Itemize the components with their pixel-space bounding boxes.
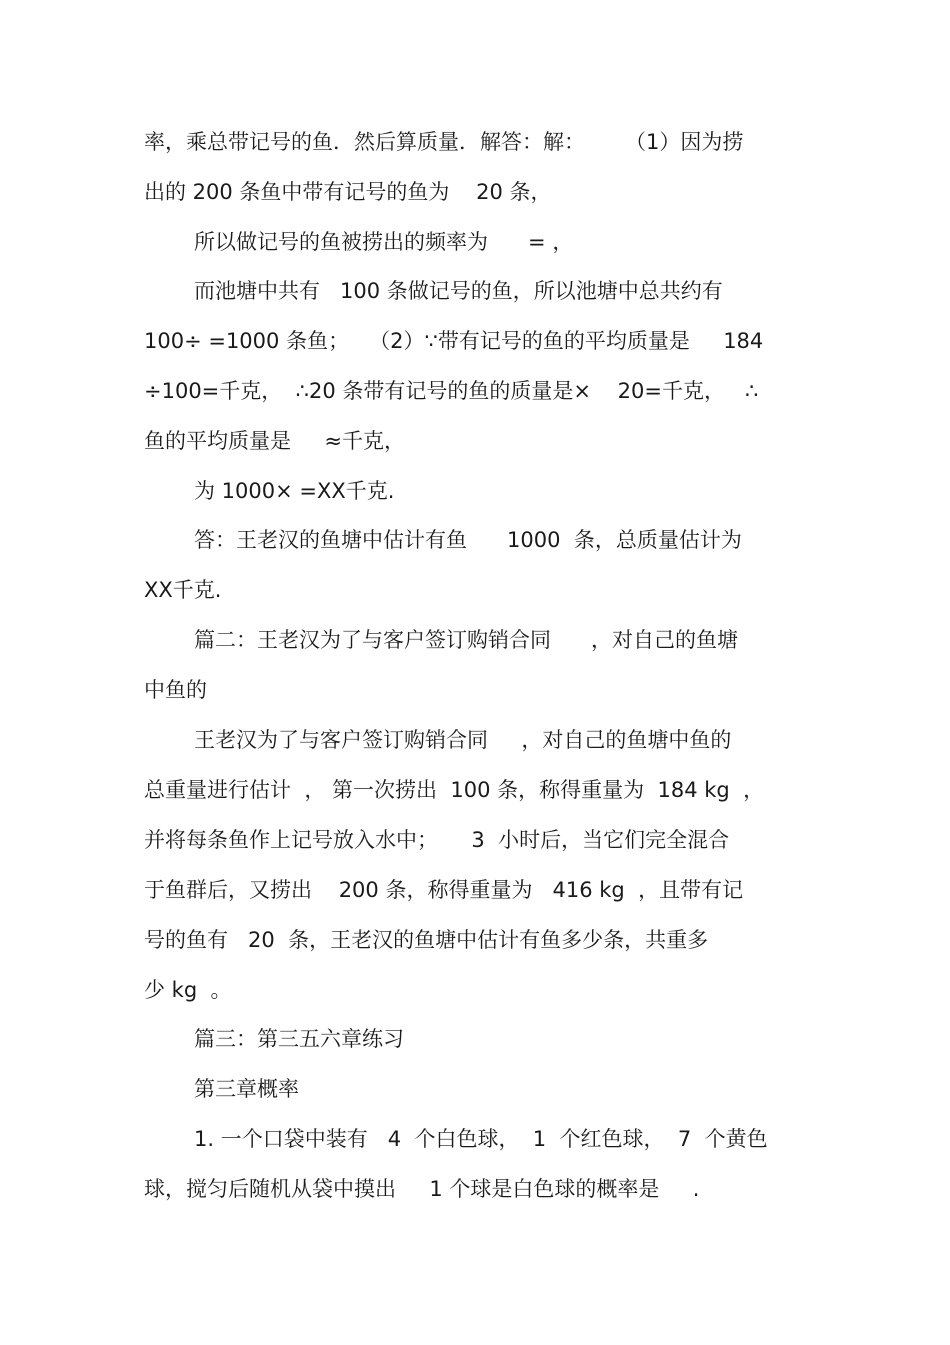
text-line: 中鱼的	[144, 678, 207, 702]
text-line: ÷100=千克， ∴20 条带有记号的鱼的质量是× 20=千克， ∴	[144, 379, 759, 403]
text-line: 出的 200 条鱼中带有记号的鱼为 20 条，	[144, 180, 552, 204]
text-line: 球，搅匀后随机从袋中摸出 1 个球是白色球的概率是 .	[144, 1177, 700, 1201]
text-line: 率，乘总带记号的鱼．然后算质量．解答：解： （1）因为捞	[144, 130, 744, 154]
text-line: 少 kg 。	[144, 978, 232, 1002]
text-line: XX千克.	[144, 578, 222, 602]
text-line: 100÷ =1000 条鱼； （2）∵带有记号的鱼的平均质量是 184	[144, 329, 764, 353]
text-line: 所以做记号的鱼被捞出的频率为 = ，	[194, 230, 574, 254]
text-line: 为 1000× =XX千克.	[194, 479, 395, 503]
text-line: 并将每条鱼作上记号放入水中； 3 小时后，当它们完全混合	[144, 828, 730, 852]
section-heading: 篇二：王老汉为了与客户签订购销合同 ，对自己的鱼塘	[194, 628, 739, 652]
text-line: 1. 一个口袋中装有 4 个白色球， 1 个红色球， 7 个黄色	[194, 1127, 768, 1151]
text-line: 号的鱼有 20 条，王老汉的鱼塘中估计有鱼多少条，共重多	[144, 928, 709, 952]
text-line: 于鱼群后，又捞出 200 条，称得重量为 416 kg ，且带有记	[144, 878, 744, 902]
text-line: 而池塘中共有 100 条做记号的鱼，所以池塘中总共约有	[194, 279, 723, 303]
chapter-title: 第三章概率	[194, 1077, 299, 1101]
text-line: 鱼的平均质量是 ≈千克，	[144, 429, 405, 453]
text-line: 总重量进行估计 ， 第一次捞出 100 条，称得重量为 184 kg ，	[144, 778, 765, 802]
text-line: 答：王老汉的鱼塘中估计有鱼 1000 条，总质量估计为	[194, 528, 742, 552]
section-heading: 篇三：第三五六章练习	[194, 1027, 404, 1051]
text-line: 王老汉为了与客户签订购销合同 ，对自己的鱼塘中鱼的	[194, 728, 732, 752]
